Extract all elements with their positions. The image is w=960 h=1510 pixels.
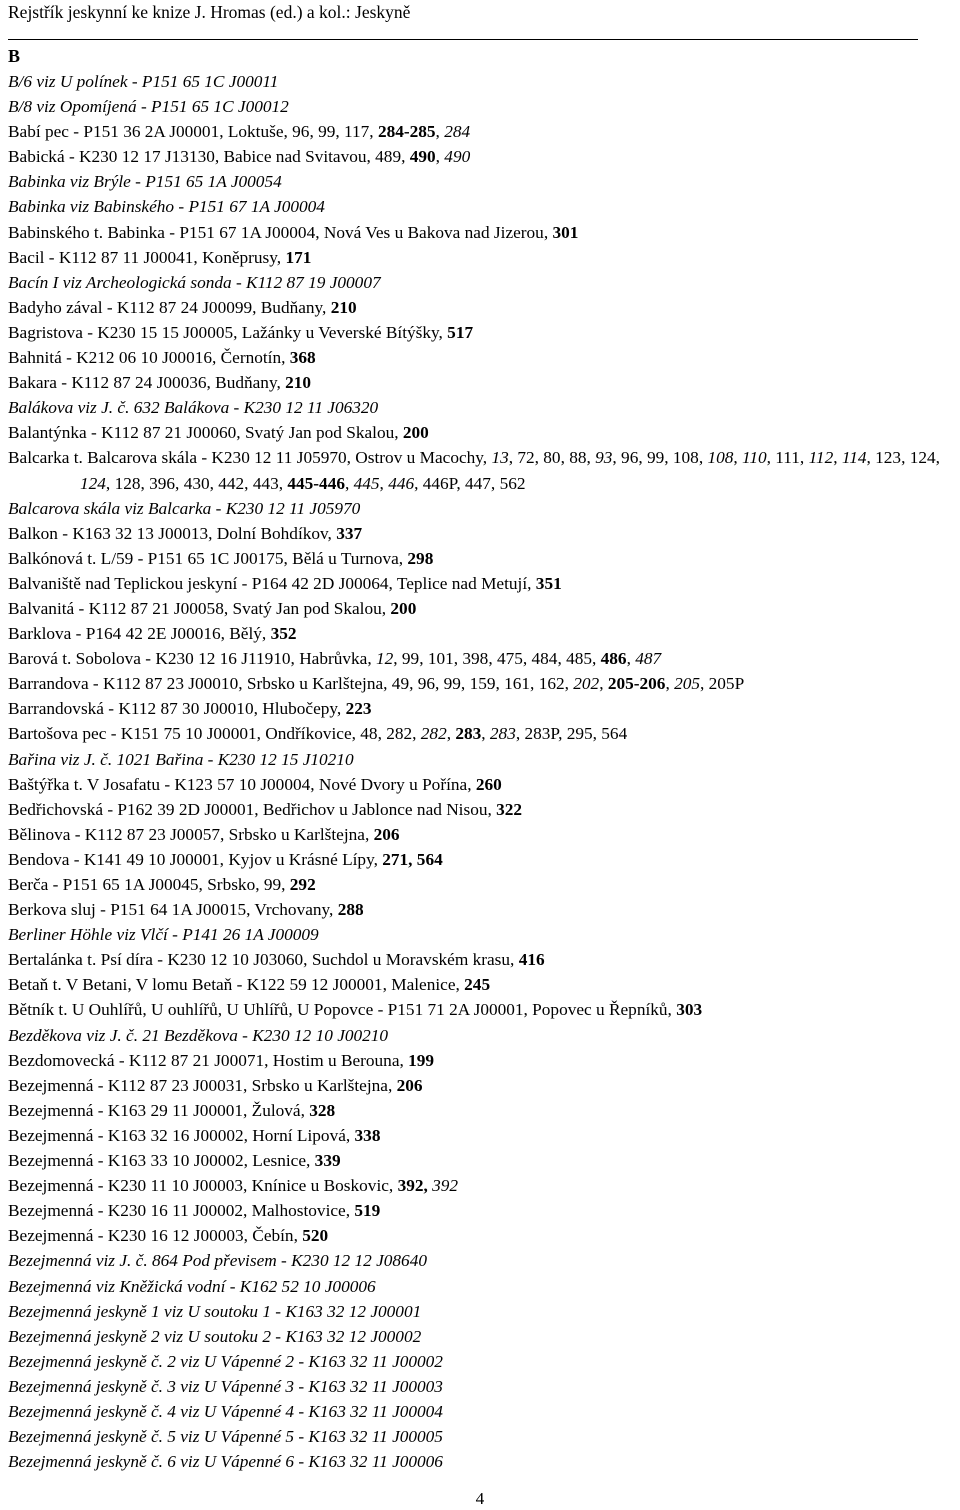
entry-text: , xyxy=(344,473,354,493)
entry-text: Bezejmenná - K230 16 11 J00002, Malhostovice, xyxy=(8,1201,355,1221)
entry-text: 200 xyxy=(402,423,429,443)
entry-text: , xyxy=(733,448,743,468)
index-entry xyxy=(8,1374,953,1399)
entry-text: 490 xyxy=(444,147,471,167)
entry-text: 171 xyxy=(285,247,312,267)
entry-text: , xyxy=(481,724,490,744)
index-entry xyxy=(8,1223,953,1248)
entry-text: 206 xyxy=(373,824,400,844)
index-entry xyxy=(8,1248,953,1273)
entry-text: , 111, xyxy=(766,448,809,468)
entry-text: 271, 564 xyxy=(382,849,443,869)
index-entry xyxy=(8,144,953,169)
entry-text: , xyxy=(435,147,445,167)
entry-text: Bezejmenná viz J. č. 864 Pod převisem - K230 12 12 J08640 xyxy=(8,1251,427,1271)
index-entry xyxy=(8,797,953,822)
entry-text: Bezejmenná jeskyně č. 6 viz U Vápenné 6 - K163 32 11 J00006 xyxy=(8,1452,443,1472)
index-entry xyxy=(8,1324,953,1349)
entry-text: 339 xyxy=(314,1151,341,1171)
entry-text: Bakara - K112 87 24 J00036, Budňany, xyxy=(8,373,286,393)
entry-text: 445 xyxy=(353,473,380,493)
entry-text: 260 xyxy=(475,774,502,794)
entry-text: 445-446 xyxy=(287,473,345,493)
entry-text: , 128, 396, 430, 442, 443, xyxy=(105,473,288,493)
entry-text: 13 xyxy=(491,448,509,468)
entry-text: 124 xyxy=(80,473,106,493)
index-entry xyxy=(8,671,953,696)
entry-text: 283 xyxy=(455,724,482,744)
entry-text: Balkónová t. L/59 - P151 65 1C J00175, Bělá u Turnova, xyxy=(8,548,408,568)
entry-text: 112 xyxy=(808,448,834,468)
entry-text: Babická - K230 12 17 J13130, Babice nad Svitavou, 489, xyxy=(8,147,410,167)
entry-text: Barrandova - K112 87 23 J00010, Srbsko u Karlštejna, 49, 96, 99, 159, 161, 162, xyxy=(8,674,574,694)
entry-text: 337 xyxy=(336,523,363,543)
entry-text: Balcarova skála viz Balcarka - K230 12 11 J05970 xyxy=(8,498,361,518)
index-entry xyxy=(8,1048,953,1073)
section-letter: B xyxy=(8,46,21,66)
entry-text: , 99, 101, 398, 475, 484, 485, xyxy=(393,649,601,669)
index-entry xyxy=(8,1449,953,1474)
entry-text: 292 xyxy=(289,875,316,894)
entry-text: Bezejmenná viz Kněžická vodní - K162 52 10 J00006 xyxy=(8,1276,376,1296)
entry-text: Bezejmenná - K230 16 12 J00003, Čebín, xyxy=(8,1226,303,1246)
entry-text: 114 xyxy=(841,448,867,468)
entry-text: 223 xyxy=(345,699,372,719)
entry-text: , 123, 124, xyxy=(866,448,940,468)
index-entry xyxy=(8,621,953,646)
entry-text: Baštýřka t. V Josafatu - K123 57 10 J00004, Nové Dvory u Pořína, xyxy=(8,774,476,794)
index-entry xyxy=(8,1399,953,1424)
entry-text: 338 xyxy=(354,1125,381,1145)
entry-text: 93 xyxy=(595,448,613,468)
index-entry xyxy=(8,420,953,445)
entry-text: , 205P xyxy=(700,674,745,694)
entry-text: Balkon - K163 32 13 J00013, Dolní Bohdíkov, xyxy=(8,523,337,543)
index-entry xyxy=(8,1148,953,1173)
entry-text: , xyxy=(665,674,675,694)
entry-text: 108 xyxy=(707,448,734,468)
entry-text: , xyxy=(599,674,608,694)
index-entry xyxy=(8,1023,953,1048)
entry-text: Balvaniště nad Teplickou jeskyní - P164 42 2D J00064, Teplice nad Metují, xyxy=(8,573,536,593)
index-entry xyxy=(8,947,953,972)
entry-text: 284 xyxy=(444,122,471,142)
entry-text: 517 xyxy=(447,322,474,342)
entry-text: Bezejmenná jeskyně 1 viz U soutoku 1 - K163 32 12 J00001 xyxy=(8,1301,422,1321)
index-entry xyxy=(8,696,953,721)
page-number: 4 xyxy=(475,1489,485,1508)
entry-text: Bagristova - K230 15 15 J00005, Lažánky u Veverské Bítýšky, xyxy=(8,322,448,342)
entry-text: 12 xyxy=(375,649,394,669)
entry-text: , xyxy=(446,724,456,744)
entry-text: 520 xyxy=(302,1226,329,1246)
entry-text: Badyho zával - K112 87 24 J00099, Budňany, xyxy=(8,297,331,317)
entry-text: 328 xyxy=(309,1100,336,1120)
index-entry xyxy=(8,445,953,495)
entry-text: Bezdomovecká - K112 87 21 J00071, Hostim u Berouna, xyxy=(8,1050,409,1070)
entry-text: 490 xyxy=(409,147,436,167)
index-entry xyxy=(8,747,953,772)
entry-text: Bartošova pec - K151 75 10 J00001, Ondříkovice, 48, 282, xyxy=(8,724,421,744)
entry-text: Bedřichovská - P162 39 2D J00001, Bedřichov u Jablonce nad Nisou, xyxy=(8,799,497,819)
entry-text: 245 xyxy=(464,975,491,995)
entry-text: Bezejmenná - K163 32 16 J00002, Horní Lipová, xyxy=(8,1125,355,1145)
index-entry xyxy=(8,822,953,847)
entry-text: Babinka viz Babinského - P151 67 1A J00004 xyxy=(8,197,325,217)
entry-text: 446 xyxy=(388,473,415,493)
entry-text: 519 xyxy=(354,1201,381,1221)
index-entry xyxy=(8,1274,953,1299)
entry-text: 282 xyxy=(420,724,447,744)
entry-text: Berča - P151 65 1A J00045, Srbsko, 99, xyxy=(8,875,290,894)
entry-text: Bělinova - K112 87 23 J00057, Srbsko u Karlštejna, xyxy=(8,824,374,844)
entry-text: 392 xyxy=(432,1176,459,1196)
entry-text: , 72, 80, 88, xyxy=(508,448,596,468)
index-entry xyxy=(8,220,953,245)
entry-text: , 446P, 447, 562 xyxy=(414,473,526,493)
index-entry xyxy=(8,1198,953,1223)
index-entry xyxy=(8,997,953,1022)
index-entry xyxy=(8,194,953,219)
entry-text: , xyxy=(626,649,636,669)
entry-text: Balvanitá - K112 87 21 J00058, Svatý Jan pod Skalou, xyxy=(8,598,391,618)
index-entry xyxy=(8,1424,953,1449)
entry-text: 351 xyxy=(535,573,562,593)
entry-text: 288 xyxy=(337,900,364,920)
entry-text: B/8 viz Opomíjená - P151 65 1C J00012 xyxy=(8,97,289,117)
running-header: Rejstřík jeskynní ke knize J. Hromas (ed.) a kol.: Jeskyně xyxy=(8,2,411,22)
entry-text: Bezejmenná - K163 29 11 J00001, Žulová, xyxy=(8,1100,310,1120)
entry-text: Bertalánka t. Psí díra - K230 12 10 J03060, Suchdol u Moravském krasu, xyxy=(8,950,519,970)
entry-text: 303 xyxy=(676,1000,703,1020)
index-entry xyxy=(8,872,953,897)
entry-text: 284-285 xyxy=(377,122,436,142)
entry-text: Babí pec - P151 36 2A J00001, Loktuše, 96, 99, 117, xyxy=(8,122,378,142)
entry-text: Bendova - K141 49 10 J00001, Kyjov u Krásné Lípy, xyxy=(8,849,383,869)
entry-text: Barklova - P164 42 2E J00016, Bělý, xyxy=(8,624,271,644)
entry-text: , 283P, 295, 564 xyxy=(515,724,628,744)
index-entry xyxy=(8,69,953,94)
entry-text: Bezejmenná - K230 11 10 J00003, Knínice u Boskovic, xyxy=(8,1176,398,1196)
index-entry xyxy=(8,395,953,420)
entry-text: 487 xyxy=(635,649,662,669)
index-entry xyxy=(8,521,953,546)
index-entry xyxy=(8,1349,953,1374)
index-entry xyxy=(8,1123,953,1148)
entry-text: 205 xyxy=(674,674,700,694)
entry-text: Bětník t. U Ouhlířů, U ouhlířů, U Uhlířů, U Popovce - P151 71 2A J00001, Popovec u Řepníků, xyxy=(8,1000,677,1020)
entry-text: Balantýnka - K112 87 21 J00060, Svatý Jan pod Skalou, xyxy=(8,423,403,443)
entry-text: 202 xyxy=(573,674,600,694)
entry-text: Balcarka t. Balcarova skála - K230 12 11 J05970, Ostrov u Macochy, xyxy=(8,448,492,468)
entry-text: Bezejmenná jeskyně č. 3 viz U Vápenné 3 - K163 32 11 J00003 xyxy=(8,1376,443,1396)
entry-text: 199 xyxy=(408,1050,435,1070)
entry-text: 392, xyxy=(397,1176,428,1196)
entry-text: , xyxy=(379,473,389,493)
index-entry xyxy=(8,847,953,872)
index-entry xyxy=(8,721,953,746)
entry-text: Betaň t. V Betani, V lomu Betaň - K122 59 12 J00001, Malenice, xyxy=(8,975,465,995)
header-rule xyxy=(8,39,918,40)
entry-text: 486 xyxy=(600,649,627,669)
index-entry xyxy=(8,1098,953,1123)
entry-text: Bezejmenná jeskyně 2 viz U soutoku 2 - K163 32 12 J00002 xyxy=(8,1326,422,1346)
entry-text: 200 xyxy=(390,598,417,618)
entry-text: , xyxy=(435,122,445,142)
entry-text: 301 xyxy=(552,222,579,242)
index-entry xyxy=(8,370,953,395)
index-entry xyxy=(8,772,953,797)
index-entry xyxy=(8,119,953,144)
entry-text: , 96, 99, 108, xyxy=(612,448,708,468)
index-entry xyxy=(8,1299,953,1324)
index-entry xyxy=(8,596,953,621)
entry-text: 368 xyxy=(289,348,316,368)
entry-text: Babinského t. Babinka - P151 67 1A J00004, Nová Ves u Bakova nad Jizerou, xyxy=(8,222,553,242)
index-entry xyxy=(8,270,953,295)
index-entry xyxy=(8,320,953,345)
index-entry xyxy=(8,646,953,671)
entry-text: 206 xyxy=(396,1075,423,1095)
index-entry xyxy=(8,972,953,997)
entry-text: Babinka viz Brýle - P151 65 1A J00054 xyxy=(8,172,282,192)
index-entry xyxy=(8,295,953,320)
entry-text: Barová t. Sobolova - K230 12 16 J11910, Habrůvka, xyxy=(8,649,376,669)
index-entry xyxy=(8,897,953,922)
entry-text: 416 xyxy=(518,950,545,970)
entry-text: 322 xyxy=(496,799,523,819)
entry-text: Bezejmenná jeskyně č. 2 viz U Vápenné 2 - K163 32 11 J00002 xyxy=(8,1351,443,1371)
entry-text: Bezejmenná - K163 33 10 J00002, Lesnice, xyxy=(8,1151,315,1171)
index-entry xyxy=(8,245,953,270)
entry-text: Bacil - K112 87 11 J00041, Koněprusy, xyxy=(8,247,286,267)
entry-text: 352 xyxy=(270,624,297,644)
entry-text: Berliner Höhle viz Vlčí - P141 26 1A J00009 xyxy=(8,925,319,945)
entry-text: 110 xyxy=(742,448,767,468)
index-entry xyxy=(8,1173,953,1198)
entry-text: Barrandovská - K112 87 30 J00010, Hlubočepy, xyxy=(8,699,346,719)
entry-text: 283 xyxy=(489,724,516,744)
index-entry xyxy=(8,169,953,194)
index-entry xyxy=(8,922,953,947)
entry-text: 298 xyxy=(407,548,434,568)
index-entry xyxy=(8,1073,953,1098)
entry-text: Bezděkova viz J. č. 21 Bezděkova - K230 12 10 J00210 xyxy=(8,1025,389,1045)
index-entry xyxy=(8,571,953,596)
entry-text: Balákova viz J. č. 632 Balákova - K230 12 11 J06320 xyxy=(8,398,379,418)
entry-text: Berkova sluj - P151 64 1A J00015, Vrchovany, xyxy=(8,900,338,920)
entry-text: Bahnitá - K212 06 10 J00016, Černotín, xyxy=(8,348,290,368)
entry-text: , xyxy=(833,448,842,468)
index-entries xyxy=(8,69,953,1474)
entry-text: Bezejmenná jeskyně č. 5 viz U Vápenné 5 - K163 32 11 J00005 xyxy=(8,1427,443,1447)
entry-text: Bařina viz J. č. 1021 Bařina - K230 12 15 J10210 xyxy=(8,749,354,769)
entry-text: Bezejmenná jeskyně č. 4 viz U Vápenné 4 - K163 32 11 J00004 xyxy=(8,1401,443,1421)
entry-text: 205-206 xyxy=(607,674,666,694)
index-entry xyxy=(8,345,953,370)
index-entry xyxy=(8,546,953,571)
index-entry xyxy=(8,496,953,521)
entry-text: 210 xyxy=(330,297,357,317)
entry-text: Bacín I viz Archeologická sonda - K112 87 19 J00007 xyxy=(8,272,381,292)
entry-text: 210 xyxy=(285,373,312,393)
entry-text: Bezejmenná - K112 87 23 J00031, Srbsko u Karlštejna, xyxy=(8,1075,397,1095)
entry-text: B/6 viz U polínek - P151 65 1C J00011 xyxy=(8,72,279,91)
index-entry xyxy=(8,94,953,119)
